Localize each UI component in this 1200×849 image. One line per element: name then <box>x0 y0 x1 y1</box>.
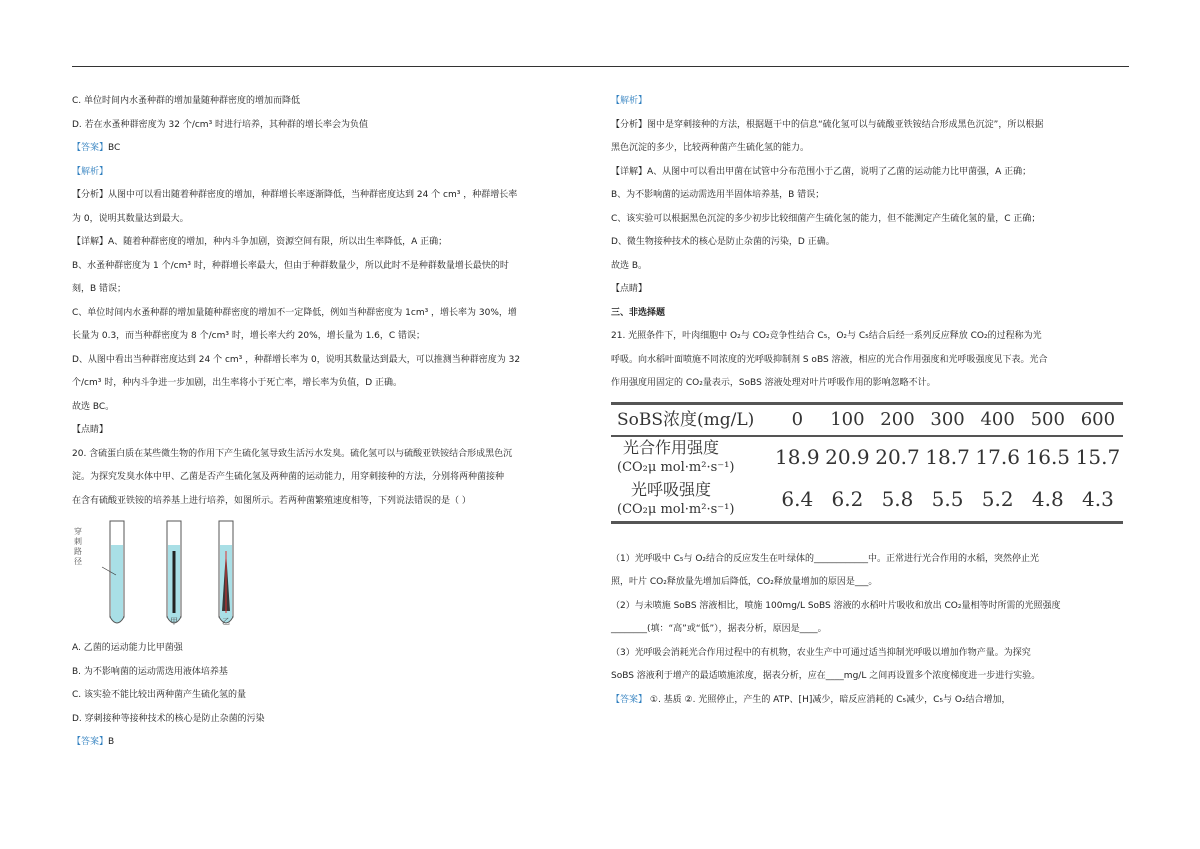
analysis-tag: 【解析】 <box>611 96 648 106</box>
table-header-photorespiration <box>611 479 772 523</box>
figure-label-path: 穿刺路径 <box>74 527 82 566</box>
header-rule <box>72 66 1129 67</box>
table-cell: 6.2 <box>822 479 872 523</box>
table-cell: 5.5 <box>923 479 973 523</box>
option-c-text: C. 单位时间内水蚤种群的增加量随种群密度的增加而降低 <box>72 96 301 106</box>
table-cell: 200 <box>872 403 922 436</box>
table-cell: 300 <box>923 403 973 436</box>
option-a: A. 乙菌的运动能力比甲菌强 <box>72 643 183 653</box>
figure-label-jia: 甲 <box>170 617 178 626</box>
conclusion-line: 故选 B。 <box>611 260 648 271</box>
detail-line: 个/cm³ 时，种内斗争进一步加剧，出生率将小于死亡率，增长率为负值，D 正确。 <box>72 378 403 388</box>
answer-tag: 【答案】 <box>72 737 109 747</box>
answer-line <box>72 731 600 755</box>
table-cell: 4.8 <box>1023 479 1073 523</box>
subquestion-3: （3）光呼吸会消耗光合作用过程中的有机物，农业生产中可通过适当抑制光呼吸以增加作物产量。为探究 <box>611 647 1031 658</box>
comment-tag: 【点睛】 <box>72 425 109 435</box>
table-row-concentration <box>611 403 1123 436</box>
detail-line: C、该实验可以根据黑色沉淀的多少初步比较细菌产生硫化氢的能力，但不能测定产生硫化氢的量，C 正确； <box>611 213 1041 224</box>
analysis-line: 为 0，说明其数量达到最大。 <box>72 213 189 224</box>
table-cell: 5.8 <box>872 479 922 523</box>
analysis-line: 【分析】从图中可以看出随着种群密度的增加，种群增长率逐渐降低，当种群密度达到 24 个 cm³ ，种群增长率 <box>72 190 518 200</box>
section-heading: 三、非选择题 <box>611 307 666 318</box>
answer-text: ①. 基质 ②. 光照停止，产生的 ATP、[H]减少，暗反应消耗的 C₅减少，C₅与 O₂结合增加， <box>647 694 1011 705</box>
table-cell: 20.7 <box>875 444 920 469</box>
table-cell: 4.3 <box>1073 479 1123 523</box>
question-20-line: 淀。为探究发臭水体中甲、乙菌是否产生硫化氢及两种菌的运动能力，用穿刺接种的方法，分别将两种菌接种 <box>72 472 505 482</box>
answer-value: B <box>108 737 115 747</box>
detail-line: 【详解】A、从图中可以看出甲菌在试管中分布范围小于乙菌，说明了乙菌的运动能力比甲菌强，A 正确； <box>611 166 1032 177</box>
subquestion-2: （2）与未喷施 SoBS 溶液相比，喷施 100mg/L SoBS 溶液的水稻叶片吸收和放出 CO₂量相等时所需的光照强度 <box>611 600 1061 611</box>
sobs-data-table <box>611 402 1123 524</box>
comment-tag: 【点睛】 <box>611 284 648 294</box>
right-column <box>611 90 1129 712</box>
detail-line: B、为不影响菌的运动需选用半固体培养基，B 错误； <box>611 190 825 200</box>
table-header-photosynthesis <box>611 436 772 479</box>
table-cell: 0 <box>772 403 822 436</box>
tube-reference <box>102 521 124 623</box>
subquestion-3: SoBS 溶液利于增产的最适喷施浓度，据表分析，应在____mg/L 之间再设置多个浓度梯度进一步进行实验。 <box>611 671 1041 681</box>
table-header-concentration: SoBS浓度(mg/L) <box>611 403 772 436</box>
subquestion-1: （1）光呼吸中 C₅与 O₂结合的反应发生在叶绿体的____________中。正常进行光合作用的水稻，突然停止光 <box>611 553 1040 564</box>
option-b: B. 为不影响菌的运动需选用液体培养基 <box>72 666 228 677</box>
detail-line: 长量为 0.3，而当种群密度为 8 个/cm³ 时，增长率大约 20%，增长量为 1.6，C 错误； <box>72 331 426 341</box>
header-main: 光合作用强度 <box>623 437 720 457</box>
option-d: D. 穿刺接种等接种技术的核心是防止杂菌的污染 <box>72 713 265 724</box>
question-20-line: 在含有硫酸亚铁铵的培养基上进行培养，如图所示。若两种菌繁殖速度相等，下列说法错误的是（ ） <box>72 495 471 506</box>
tube-jia <box>167 521 181 623</box>
table-cell: 100 <box>822 403 872 436</box>
table-cell: 6.4 <box>772 479 822 523</box>
detail-line: B、水蚤种群密度为 1 个/cm³ 时，种群增长率最大，但由于种群数量少，所以此时不是种群数量增长最快的时 <box>72 260 509 271</box>
detail-line: 刻，B 错误； <box>72 284 127 294</box>
subquestion-2: ________(填：“高”或“低”），据表分析，原因是____。 <box>611 624 827 634</box>
table-cell: 5.2 <box>973 479 1023 523</box>
header-unit: (CO₂μ mol·m²·s⁻¹) <box>617 501 735 517</box>
answer-line <box>611 689 1129 713</box>
table-cell: 16.5 <box>1025 444 1071 469</box>
table-row-photorespiration <box>611 479 1123 523</box>
question-21-line: 作用强度用固定的 CO₂量表示，SoBS 溶液处理对叶片呼吸作用的影响忽略不计。 <box>611 378 936 388</box>
analysis-line: 黑色沉淀的多少，比较两种菌产生硫化氢的能力。 <box>611 143 810 153</box>
header-unit: (CO₂μ mol·m²·s⁻¹) <box>617 459 735 475</box>
question-20-line: 20. 含硫蛋白质在某些微生物的作用下产生硫化氢导致生活污水发臭。硫化氢可以与硫酸亚铁铵结合形成黑色沉 <box>72 448 513 459</box>
detail-line: D、微生物接种技术的核心是防止杂菌的污染，D 正确。 <box>611 237 835 247</box>
conclusion-line: 故选 BC。 <box>72 401 115 412</box>
table-cell: 500 <box>1023 403 1073 436</box>
table-row-photosynthesis <box>611 436 1123 479</box>
table-cell: 18.9 <box>775 444 820 469</box>
test-tube-figure <box>72 517 600 635</box>
subquestion-1: 照，叶片 CO₂释放量先增加后降低，CO₂释放量增加的原因是___。 <box>611 577 878 587</box>
analysis-tag: 【解析】 <box>72 166 109 177</box>
detail-line: 【详解】A、随着种群密度的增加，种内斗争加剧，资源空间有限，所以出生率降低，A 正确； <box>72 237 448 247</box>
table-cell: 15.7 <box>1075 444 1121 469</box>
table-cell: 600 <box>1073 403 1123 436</box>
answer-value: BC <box>108 143 121 153</box>
table-cell: 18.7 <box>925 444 970 469</box>
header-main: 光呼吸强度 <box>631 479 712 499</box>
answer-tag: 【答案】 <box>72 143 109 153</box>
detail-line: D、从图中看出当种群密度达到 24 个 cm³ ，种群增长率为 0，说明其数量达到最大，可以推测当种群密度为 32 <box>72 354 521 365</box>
question-21-line: 呼吸。向水稻叶面喷施不同浓度的光呼吸抑制剂 S oBS 溶液，相应的光合作用强度和光呼吸强度见下表。光合 <box>611 354 1048 365</box>
answer-tag: 【答案】 <box>611 694 648 705</box>
answer-line <box>72 137 600 161</box>
option-c: C. 该实验不能比较出两种菌产生硫化氢的量 <box>72 690 247 700</box>
figure-label-yi: 乙 <box>222 617 230 626</box>
detail-line: C、单位时间内水蚤种群的增加量随种群密度的增加不一定降低，例如当种群密度为 1cm³ ，增长率为 30%，增 <box>72 307 517 318</box>
tube-yi <box>219 521 233 623</box>
table-cell: 17.6 <box>975 444 1020 469</box>
table-cell: 20.9 <box>825 444 870 469</box>
table-cell: 400 <box>973 403 1023 436</box>
left-column <box>72 90 600 755</box>
option-d-text: D. 若在水蚤种群密度为 32 个/cm³ 时进行培养，其种群的增长率会为负值 <box>72 119 369 130</box>
analysis-line: 【分析】图中是穿刺接种的方法，根据题干中的信息“硫化氢可以与硫酸亚铁铵结合形成黑色沉淀”，所以根据 <box>611 119 1044 130</box>
question-21-line: 21. 光照条件下，叶肉细胞中 O₂与 CO₂竞争性结合 C₅，O₂与 C₅结合后经一系列反应释放 CO₂的过程称为光 <box>611 331 1042 341</box>
